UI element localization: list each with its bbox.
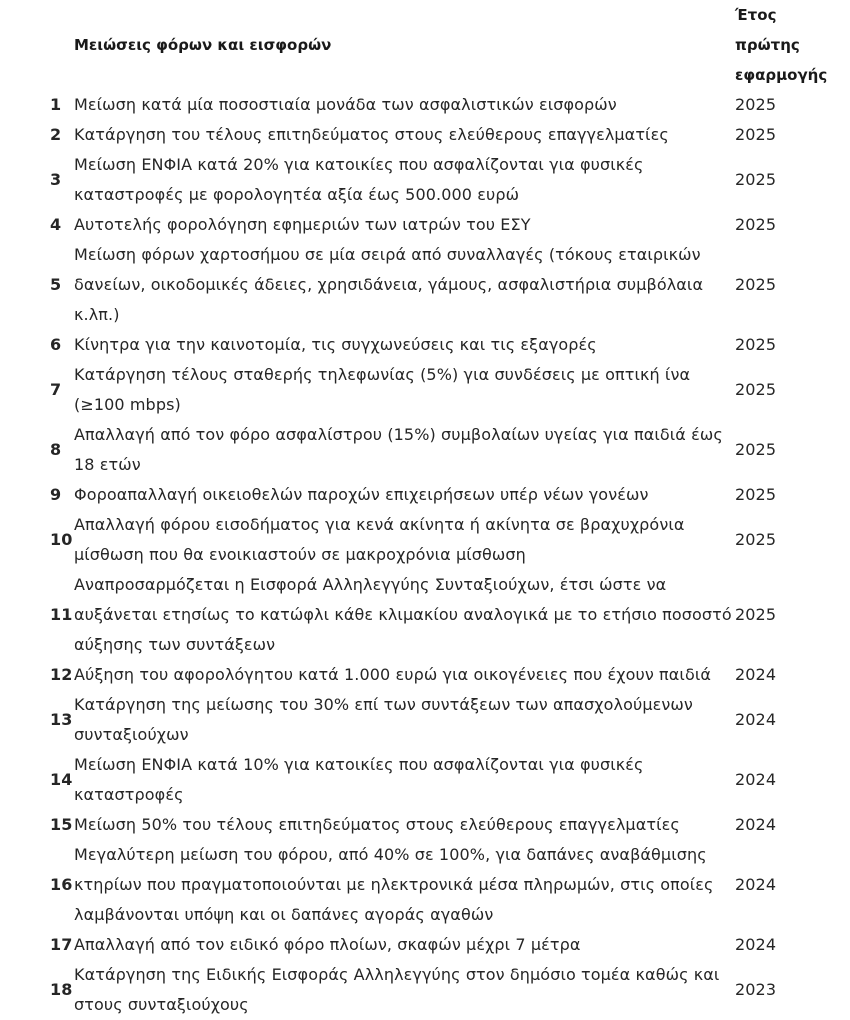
table-row [46,690,846,750]
row-description: Μείωση ΕΝΦΙΑ κατά 20% για κατοικίες που ασφαλίζονται για φυσικές καταστροφές με φορολογητέα αξία έως 500.000 ευρώ [74,155,644,204]
row-year: 2024 [735,815,777,834]
table-row [46,480,846,510]
row-number: 11 [50,605,73,624]
row-description: Μείωση 50% του τέλους επιτηδεύματος στους ελεύθερους επαγγελματίες [74,815,680,834]
row-year: 2024 [735,665,777,684]
table-row [46,120,846,150]
row-year: 2025 [735,125,777,144]
row-description: Απαλλαγή από τον φόρο ασφαλίστρου (15%) συμβολαίων υγείας για παιδιά έως 18 ετών [74,425,723,474]
row-description: Φοροαπαλλαγή οικειοθελών παροχών επιχειρήσεων υπέρ νέων γονέων [74,485,649,504]
row-number: 3 [50,170,62,189]
row-year: 2025 [735,530,777,549]
row-number: 4 [50,215,62,234]
row-year: 2023 [735,980,777,999]
row-year: 2025 [735,485,777,504]
header-number [46,0,74,90]
row-year: 2025 [735,170,777,189]
row-year: 2025 [735,605,777,624]
table-row [46,930,846,960]
row-year: 2024 [735,710,777,729]
row-number: 18 [50,980,73,999]
row-year: 2025 [735,440,777,459]
row-number: 13 [50,710,73,729]
row-number: 8 [50,440,62,459]
table-row [46,360,846,420]
table-row [46,210,846,240]
table-row [46,660,846,690]
table-body [46,90,846,1020]
row-description: Κίνητρα για την καινοτομία, τις συγχωνεύσεις και τις εξαγορές [74,335,597,354]
row-description: Αυτοτελής φορολόγηση εφημεριών των ιατρών του ΕΣΥ [74,215,531,234]
row-description: Κατάργηση τέλους σταθερής τηλεφωνίας (5%) για συνδέσεις με οπτική ίνα (≥100 mbps) [74,365,691,414]
table-row [46,960,846,1020]
row-number: 2 [50,125,62,144]
table-header-row [46,0,846,90]
table-row [46,840,846,930]
row-description: Απαλλαγή φόρου εισοδήματος για κενά ακίνητα ή ακίνητα σε βραχυχρόνια μίσθωση που θα ενοικιαστούν σε μακροχρόνια μίσθωση [74,515,685,564]
table-row [46,750,846,810]
row-description: Μεγαλύτερη μείωση του φόρου, από 40% σε 100%, για δαπάνες αναβάθμισης κτηρίων που πραγματοποιούνται με ηλεκτρονικά μέσα πληρωμών, στις οποίες λαμβάνονται υπόψη και οι δαπάνες αγοράς αγαθών [74,845,714,924]
table-row [46,570,846,660]
row-description: Απαλλαγή από τον ειδικό φόρο πλοίων, σκαφών μέχρι 7 μέτρα [74,935,581,954]
row-description: Κατάργηση της Ειδικής Εισφοράς Αλληλεγγύης στον δημόσιο τομέα καθώς και στους συνταξιούχους [74,965,720,1014]
row-year: 2025 [735,335,777,354]
tax-reductions-table [46,0,846,1020]
row-number: 15 [50,815,73,834]
row-number: 9 [50,485,62,504]
row-number: 12 [50,665,73,684]
row-description: Αύξηση του αφορολόγητου κατά 1.000 ευρώ για οικογένειες που έχουν παιδιά [74,665,711,684]
table-row [46,90,846,120]
row-year: 2024 [735,935,777,954]
header-year: Έτος πρώτης εφαρμογής [735,6,828,84]
row-number: 5 [50,275,62,294]
row-number: 1 [50,95,62,114]
row-description: Κατάργηση της μείωσης του 30% επί των συντάξεων των απασχολούμενων συνταξιούχων [74,695,693,744]
row-number: 17 [50,935,73,954]
row-description: Μείωση κατά μία ποσοστιαία μονάδα των ασφαλιστικών εισφορών [74,95,617,114]
row-number: 14 [50,770,73,789]
row-year: 2024 [735,770,777,789]
row-year: 2024 [735,875,777,894]
table-row [46,330,846,360]
table-row [46,420,846,480]
row-number: 16 [50,875,73,894]
row-year: 2025 [735,95,777,114]
row-description: Μείωση φόρων χαρτοσήμου σε μία σειρά από συναλλαγές (τόκους εταιρικών δανείων, οικοδομικές άδειες, χρησιδάνεια, γάμους, ασφαλιστήρια συμβόλαια κ.λπ.) [74,245,704,324]
row-year: 2025 [735,380,777,399]
row-number: 10 [50,530,73,549]
row-description: Αναπροσαρμόζεται η Εισφορά Αλληλεγγύης Συνταξιούχων, έτσι ώστε να αυξάνεται ετησίως το κατώφλι κάθε κλιμακίου αναλογικά με το ετήσιο ποσοστό αύξησης των συντάξεων [74,575,732,654]
table-row [46,240,846,330]
table-row [46,810,846,840]
row-year: 2025 [735,275,777,294]
row-number: 7 [50,380,62,399]
row-description: Μείωση ΕΝΦΙΑ κατά 10% για κατοικίες που ασφαλίζονται για φυσικές καταστροφές [74,755,644,804]
row-year: 2025 [735,215,777,234]
row-description: Κατάργηση του τέλους επιτηδεύματος στους ελεύθερους επαγγελματίες [74,125,669,144]
header-measure: Μειώσεις φόρων και εισφορών [74,36,332,54]
table-row [46,150,846,210]
table-row [46,510,846,570]
row-number: 6 [50,335,62,354]
